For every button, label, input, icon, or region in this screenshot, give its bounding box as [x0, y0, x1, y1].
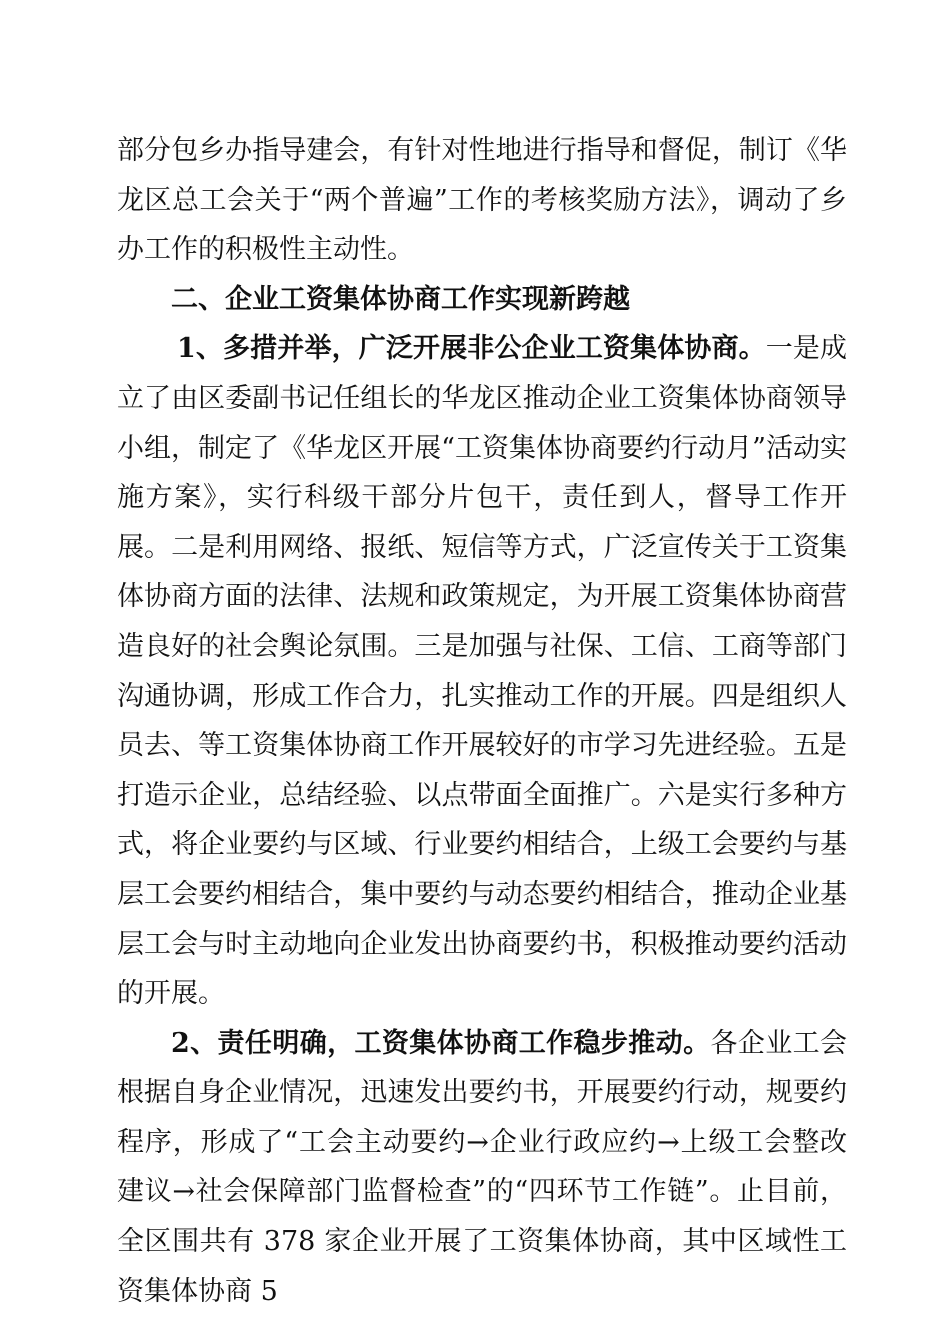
paragraph-item-2 [117, 1019, 847, 1317]
document-body [117, 126, 847, 1316]
item-2-body: 各企业工会根据自身企业情况，迅速发出要约书，开展要约行动，规要约程序，形成了“工会主动要约→企业行政应约→上级工会整改建议→社会保障部门监督检查”的“四环节工作链”。止目前，全区围共有 378 家企业开展了工资集体协商，其中区域性工资集体协商 5 [117, 1027, 848, 1307]
paragraph-item-1 [117, 324, 847, 1018]
section-heading: 二、企业工资集体协商工作实现新跨越 [171, 283, 630, 315]
paragraph-continued: 部分包乡办指导建会，有针对性地进行指导和督促，制订《华龙区总工会关于“两个普遍”工作的考核奖励方法》，调动了乡办工作的积极性主动性。 [117, 135, 847, 266]
item-1-body: 一是成立了由区委副书记任组长的华龙区推动企业工资集体协商领导小组，制定了《华龙区开展“工资集体协商要约行动月”活动实施方案》，实行科级干部分片包干，责任到人，督导工作开展。二是利用网络、报纸、短信等方式，广泛宣传关于工资集体协商方面的法律、法规和政策规定，为开展工资集体协商营造良好的社会舆论氛围。三是加强与社保、工信、工商等部门沟通协调，形成工作合力，扎实推动工作的开展。四是组织人员去、等工资集体协商工作开展较好的市学习先进经验。五是打造示企业，总结经验、以点带面全面推广。六是实行多种方式，将企业要约与区域、行业要约相结合，上级工会要约与基层工会要约相结合，集中要约与动态要约相结合，推动企业基层工会与时主动地向企业发出协商要约书，积极推动要约活动的开展。 [117, 333, 848, 1010]
item-2-lead: 2、责任明确，工资集体协商工作稳步推动。 [171, 1027, 711, 1059]
item-1-lead: 1、多措并举，广泛开展非公企业工资集体协商。 [177, 333, 766, 365]
